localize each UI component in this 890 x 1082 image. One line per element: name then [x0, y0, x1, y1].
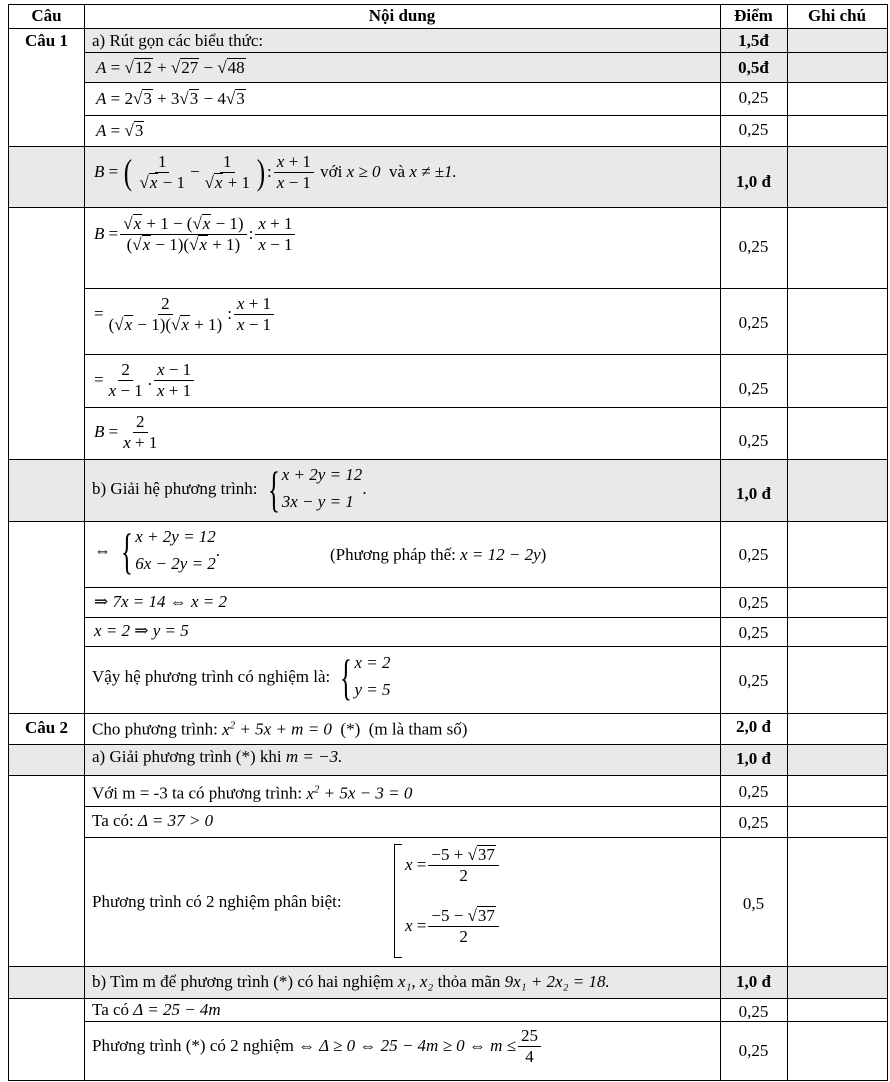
q1-row7-expression: = 2 x − 1 . x − 1 x + 1: [94, 360, 196, 400]
q2-part-b-title: b) Tìm m để phương trình (*) có hai nghiệm x₁, x₂ thỏa mãn 9x₁ + 2x₂ = 18.: [92, 972, 610, 991]
q1-row9-score: 1,0 đ: [736, 484, 771, 503]
q1-row10-system: ⇔ { x + 2y = 12 6x − 2y = 2 .: [94, 523, 221, 579]
q1-part-a-title: a) Rút gọn các biểu thức:: [92, 31, 264, 50]
q1-row13-solution: Vậy hệ phương trình có nghiệm là: { x = 2 y = 5: [92, 649, 391, 705]
q2-row4-score: 0,25: [738, 1002, 769, 1021]
question-1-label: Câu 1: [25, 31, 68, 50]
q2-title: Cho phương trình: $x^2 + 5x + m = 0$ (*) (m là tham số): [92, 719, 468, 739]
header-score: Điểm: [734, 6, 773, 25]
q1-row11-score: 0,25: [738, 593, 769, 612]
q2-part-a-title: a) Giải phương trình (*) khi m = −3.: [92, 747, 343, 766]
q2-part-b-score: 1,0 đ: [736, 972, 771, 991]
q2-row5-score: 0,25: [738, 1041, 769, 1060]
q2-row5-text: Phương trình (*) có 2 nghiệm ⇔ Δ ≥ 0 ⇔ 25 − 4m ≥ 0 ⇔ m ≤ $\frac{25}{4}$: [92, 1026, 543, 1066]
q1-row7-score: 0,25: [738, 379, 769, 398]
q2-roots-bracket: [394, 844, 402, 958]
q1-row10-score: 0,25: [738, 545, 769, 564]
q2-row1-score: 0,25: [738, 782, 769, 801]
q1-row1-score: 0,5đ: [738, 58, 769, 77]
header-note: Ghi chú: [807, 6, 867, 25]
q2-root2: x = −5 − √37 2: [405, 906, 501, 946]
q1-row4-score: 1,0 đ: [736, 172, 771, 191]
q1-row4-expression: B = ( 1 √x − 1 − 1 √x + 1 ) : x + 1 x − 1 với x ≥ 0 và x ≠ ±1.: [94, 152, 457, 193]
q1-row6-expression: = 2 (√x − 1)(√x + 1) : x + 1 x − 1: [94, 294, 276, 334]
q1-row5-expression: B = √x + 1 − (√x − 1) (√x − 1)(√x + 1) : x + 1 x − 1: [94, 214, 297, 254]
q2-root1: x = −5 + √37 2: [405, 845, 501, 885]
question-2-label: Câu 2: [25, 718, 68, 737]
q1-row3-expression: A = √3: [96, 121, 144, 140]
q1-row12-score: 0,25: [738, 623, 769, 642]
q1-row13-score: 0,25: [738, 671, 769, 690]
q1-row11-expression: ⇒ 7x = 14 ⇔ x = 2: [94, 592, 228, 611]
q1-row2-score: 0,25: [738, 88, 769, 107]
q1-row8-expression: B = 2 x + 1: [94, 412, 158, 452]
q1-row12-expression: x = 2 ⇒ y = 5: [94, 621, 189, 640]
q1-part-a-score: 1,5đ: [738, 31, 769, 50]
q1-row3-score: 0,25: [738, 120, 769, 139]
q1-row2-expression: A = 2√3 + 3√3 − 4√3: [96, 89, 245, 108]
q2-row4-text: Ta có Δ = 25 − 4m: [92, 1000, 221, 1019]
q1-row1-expression: A = √12 + √27 − √48: [96, 58, 245, 77]
q1-row8-score: 0,25: [738, 431, 769, 450]
q2-row1-text: Với m = -3 ta có phương trình: $x^2 + 5x - 3 = 0$: [92, 783, 413, 803]
q2-row3-score: 0,5: [742, 894, 765, 913]
q2-row2-text: Ta có: Δ = 37 > 0: [92, 811, 214, 830]
q1-row5-score: 0,25: [738, 237, 769, 256]
q2-row3-text: Phương trình có 2 nghiệm phân biệt:: [92, 892, 342, 911]
q1-row6-score: 0,25: [738, 313, 769, 332]
header-content: Nội dung: [368, 6, 436, 25]
header-cau: Câu: [31, 6, 62, 25]
q2-title-score: 2,0 đ: [736, 717, 771, 736]
q1-row10-note: (Phương pháp thế: x = 12 − 2y): [330, 545, 547, 564]
q2-part-a-score: 1,0 đ: [736, 749, 771, 768]
q1-row9-system: b) Giải hệ phương trình: { x + 2y = 12 3x − y = 1 .: [92, 461, 367, 517]
q2-row2-score: 0,25: [738, 813, 769, 832]
